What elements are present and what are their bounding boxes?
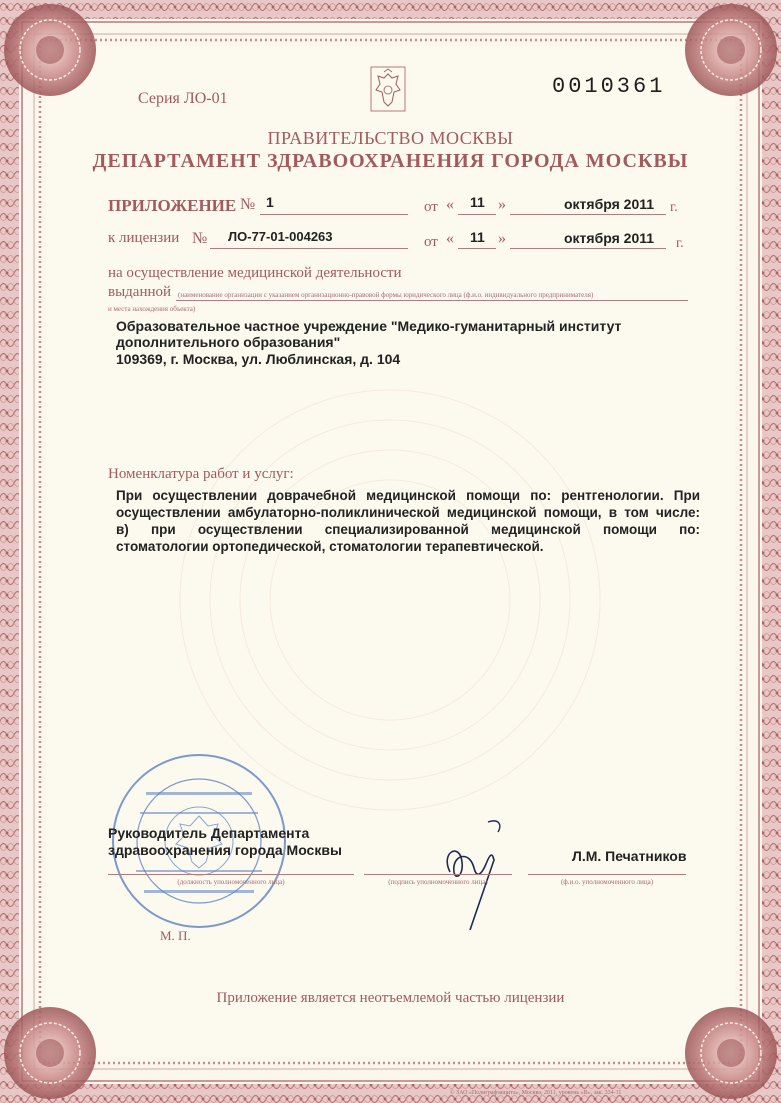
appendix-month-year: октября 2011 [564,196,655,212]
appendix-close-quote: » [498,196,506,213]
government-title: ПРАВИТЕЛЬСТВО МОСКВЫ [267,128,514,148]
printer-imprint: © ЗАО «Полиграфзащита», Москва, 2011, уровень «В», зак. 334-11 [450,1090,622,1096]
signer-position-line2: здравоохранения города Москвы [108,842,342,858]
nomenclature-label: Номенклатура работ и услуг: [108,466,294,482]
official-seal-stamp [110,752,288,930]
activity-title: на осуществление медицинской деятельности [108,265,402,281]
appendix-num-sign: № [240,196,256,213]
appendix-label: ПРИЛОЖЕНИЕ [108,196,237,215]
department-title: ДЕПАРТАМЕНТ ЗДРАВООХРАНЕНИЯ ГОРОДА МОСКВЫ [92,150,689,172]
license-label: к лицензии [108,230,180,246]
nomenclature-line-4: стоматологии ортопедической, стоматологии терапевтической. [116,539,544,554]
license-number: ЛО-77-01-004263 [228,229,333,244]
nomenclature-text [116,487,700,555]
issued-note: (наименование организации с указанием организационно-правовой формы юридического лица (ф.и.о. индивидуального предпринимателя) [178,291,594,299]
appendix-from: от [424,199,438,215]
caption-signature: (подпись уполномоченного лица) [388,878,488,886]
license-day: 11 [470,229,485,245]
appendix-number: 1 [266,194,274,210]
document-number: 0010361 [552,74,666,99]
integral-part-note: Приложение является неотъемлемой частью лицензии [216,990,565,1006]
organization-name-line2: дополнительного образования" [116,334,341,350]
nomenclature-line-2: осуществлении амбулаторно-поликлинической медицинской помощи, в том числе: [116,505,700,520]
caption-position: (должность уполномоченного лица) [177,878,285,886]
license-year-suffix: г. [676,236,684,251]
nomenclature-line-1: При осуществлении доврачебной медицинской помощи по: рентгенологии. При [116,488,700,503]
license-open-quote: « [446,230,454,247]
license-from: от [424,234,438,250]
license-month-year: октября 2011 [564,230,655,246]
signer-position-line1: Руководитель Департамента [108,825,310,841]
series-label: Серия ЛО-01 [138,90,228,107]
license-close-quote: » [498,230,506,247]
caption-name: (ф.и.о. уполномоченного лица) [560,878,654,886]
organization-address: 109369, г. Москва, ул. Люблинская, д. 104 [116,351,401,367]
coat-of-arms-icon [370,66,406,112]
nomenclature-line-3: в) при осуществлении специализированной медицинской помощи по: [116,522,700,537]
seal-place-label: М. П. [160,928,191,943]
signer-name: Л.М. Печатников [572,848,687,864]
issued-label: выданной [108,284,172,300]
appendix-year-suffix: г. [670,200,678,215]
appendix-day: 11 [470,194,485,210]
organization-name-line1: Образовательное частное учреждение "Медико-гуманитарный институт [116,318,622,334]
handwritten-signature [430,812,520,932]
issued-note-2: и места нахождения объекта) [108,305,196,313]
appendix-open-quote: « [446,196,454,213]
license-num-sign: № [192,230,208,247]
